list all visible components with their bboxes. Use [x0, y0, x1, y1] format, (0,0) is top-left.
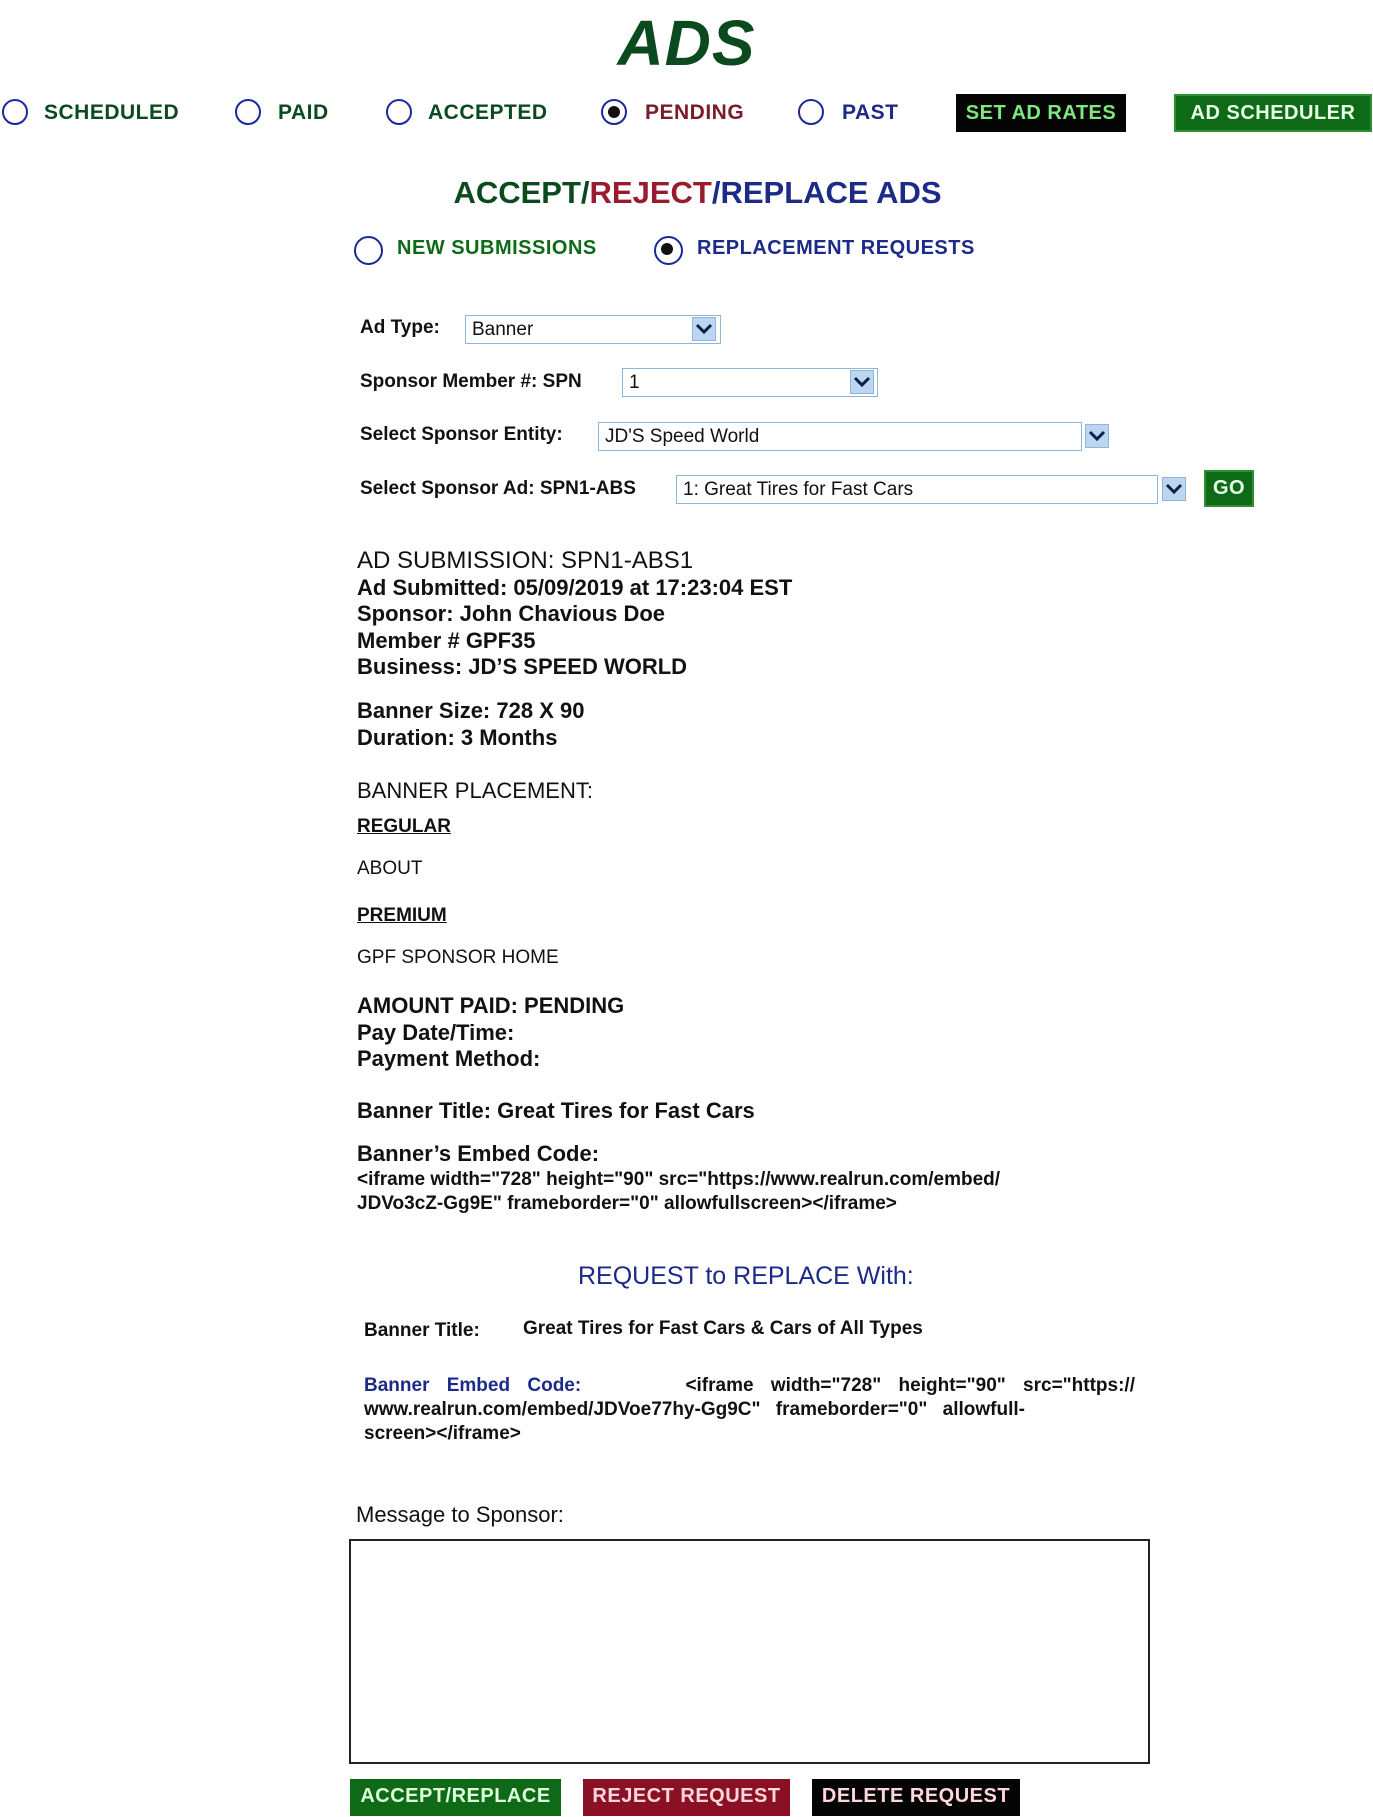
chevron-down-icon[interactable]: [1085, 424, 1109, 448]
go-button[interactable]: GO: [1204, 470, 1254, 507]
sponsor-member-label: Sponsor Member #: SPN: [360, 371, 582, 392]
replacement-requests-label[interactable]: REPLACEMENT REQUESTS: [697, 237, 975, 259]
embed-code-line-2: JDVo3cZ-Gg9E" frameborder="0" allowfullscreen></iframe>: [357, 1193, 897, 1214]
premium-label: PREMIUM: [357, 905, 447, 926]
set-ad-rates-button[interactable]: SET AD RATES: [956, 94, 1126, 132]
page-title: ADS: [617, 7, 756, 79]
replacement-embed-label: Banner Embed Code:: [364, 1375, 582, 1396]
replacement-embed-line-1-value: <iframe width="728" height="90" src="https://: [685, 1375, 1135, 1396]
radio-replacement-requests[interactable]: [654, 236, 683, 265]
accept-replace-button[interactable]: ACCEPT/REPLACE: [350, 1779, 561, 1816]
sponsor-entity-value: JD'S Speed World: [605, 426, 760, 447]
pay-date: Pay Date/Time:: [357, 1019, 515, 1045]
embed-code-label: Banner’s Embed Code:: [357, 1141, 600, 1166]
ad-type-value: Banner: [472, 319, 534, 340]
chevron-down-icon[interactable]: [1162, 477, 1186, 501]
replacement-embed-line-3: screen></iframe>: [364, 1423, 521, 1444]
message-label: Message to Sponsor:: [356, 1502, 564, 1527]
new-submissions-label[interactable]: NEW SUBMISSIONS: [397, 237, 597, 259]
replacement-title-value: Great Tires for Fast Cars & Cars of All Types: [523, 1318, 923, 1339]
ad-type-select[interactable]: [465, 315, 721, 344]
radio-scheduled[interactable]: [2, 99, 28, 125]
sponsor-entity-label: Select Sponsor Entity:: [360, 424, 563, 445]
nav-label-accepted[interactable]: ACCEPTED: [428, 101, 548, 124]
payment-method: Payment Method:: [357, 1046, 541, 1071]
submission-details: [357, 548, 792, 681]
sponsor-entity-select[interactable]: [598, 422, 1082, 451]
premium-value: GPF SPONSOR HOME: [357, 947, 559, 968]
heading-accept: ACCEPT: [453, 175, 581, 210]
radio-pending[interactable]: [601, 99, 627, 125]
message-textarea[interactable]: [349, 1539, 1150, 1764]
banner-size: Banner Size: 728 X 90: [357, 698, 585, 723]
submission-date: Ad Submitted: 05/09/2019 at 17:23:04 EST: [357, 574, 793, 600]
nav-label-paid[interactable]: PAID: [278, 101, 329, 124]
placement-header: BANNER PLACEMENT:: [357, 778, 593, 803]
nav-label-scheduled[interactable]: SCHEDULED: [44, 101, 180, 124]
replacement-embed-line-1: [364, 1374, 1135, 1398]
sponsor-ad-select[interactable]: [676, 475, 1158, 504]
heading-sep-2: /: [711, 175, 721, 210]
section-heading: [0, 175, 1373, 211]
chevron-down-icon[interactable]: [692, 317, 716, 341]
embed-code: [357, 1168, 1000, 1216]
radio-paid[interactable]: [235, 99, 261, 125]
heading-sep-1: /: [580, 175, 590, 210]
heading-replace: REPLACE ADS: [720, 175, 942, 210]
radio-new-submissions[interactable]: [354, 236, 383, 265]
radio-past[interactable]: [798, 99, 824, 125]
regular-value: ABOUT: [357, 858, 423, 879]
replacement-title-label: Banner Title:: [364, 1320, 480, 1341]
sponsor-member-value: 1: [629, 372, 640, 393]
nav-label-pending[interactable]: PENDING: [645, 101, 745, 124]
radio-accepted[interactable]: [386, 99, 412, 125]
reject-request-button[interactable]: REJECT REQUEST: [583, 1779, 790, 1816]
embed-code-line-1: <iframe width="728" height="90" src="https://www.realrun.com/embed/: [357, 1169, 1001, 1190]
banner-specs: [357, 698, 584, 751]
amount-paid: AMOUNT PAID: PENDING: [357, 993, 625, 1018]
ad-type-label: Ad Type:: [360, 317, 440, 338]
submission-header: AD SUBMISSION: SPN1-ABS1: [357, 547, 694, 574]
banner-title: Banner Title: Great Tires for Fast Cars: [357, 1098, 755, 1123]
banner-duration: Duration: 3 Months: [357, 724, 558, 750]
delete-request-button[interactable]: DELETE REQUEST: [812, 1779, 1020, 1816]
business-name: Business: JD’S SPEED WORLD: [357, 654, 688, 679]
sponsor-ad-value: 1: Great Tires for Fast Cars: [683, 479, 914, 500]
nav-label-past[interactable]: PAST: [842, 101, 899, 124]
regular-label: REGULAR: [357, 816, 451, 837]
replacement-embed: [364, 1374, 1135, 1446]
replacement-embed-line-2: www.realrun.com/embed/JDVoe77hy-Gg9C" frameborder="0" allowfull-: [364, 1399, 1025, 1420]
sponsor-ad-label: Select Sponsor Ad: SPN1-ABS: [360, 478, 636, 499]
chevron-down-icon[interactable]: [850, 370, 874, 394]
heading-reject: REJECT: [589, 175, 712, 210]
sponsor-name: Sponsor: John Chavious Doe: [357, 601, 666, 626]
replacement-header: REQUEST to REPLACE With:: [578, 1262, 914, 1290]
member-number: Member # GPF35: [357, 627, 536, 653]
ad-scheduler-button[interactable]: AD SCHEDULER: [1174, 94, 1372, 132]
sponsor-member-select[interactable]: [622, 368, 878, 397]
payment-info: [357, 993, 624, 1073]
